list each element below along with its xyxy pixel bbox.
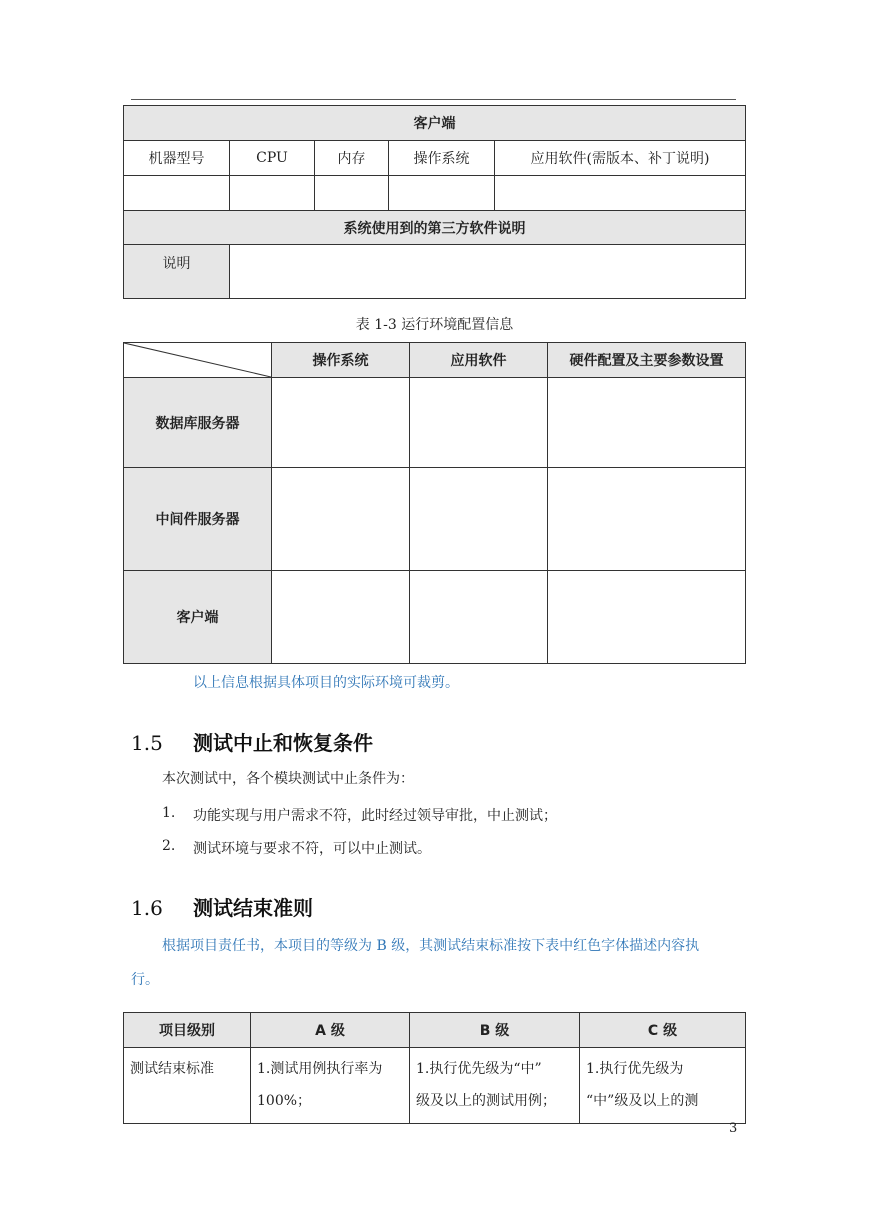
blank-cell <box>495 176 746 211</box>
section-1-5-intro: 本次测试中，各个模块测试中止条件为： <box>162 771 414 787</box>
row-db-server: 数据库服务器 <box>124 378 272 468</box>
env-cell <box>548 571 746 664</box>
section-title: 测试结束准则 <box>193 896 313 920</box>
header-machine-model: 机器型号 <box>124 141 230 176</box>
env-cell <box>548 378 746 468</box>
env-cell <box>272 378 410 468</box>
criteria-line: 1.执行优先级为“中” <box>416 1061 542 1077</box>
blank-cell <box>124 176 230 211</box>
env-header-software: 应用软件 <box>410 343 548 378</box>
list-item-number: 2. <box>162 838 176 854</box>
client-config-table <box>123 105 746 299</box>
level-a-criteria <box>251 1048 410 1124</box>
criteria-line: “中”级及以上的测 <box>586 1093 699 1109</box>
list-item-text: 测试环境与要求不符，可以中止测试。 <box>193 841 431 857</box>
diagonal-line <box>124 343 271 377</box>
section-1-6-para-line1: 根据项目责任书，本项目的等级为 B 级，其测试结束标准按下表中红色字体描述内容执 <box>162 938 700 954</box>
level-criteria-table <box>123 1012 746 1124</box>
list-item-text: 功能实现与用户需求不符，此时经过领导审批，中止测试； <box>193 808 557 824</box>
env-config-table <box>123 342 746 664</box>
list-item-number: 1. <box>162 805 176 821</box>
level-header-a: A 级 <box>251 1013 410 1048</box>
level-header-project: 项目级别 <box>124 1013 251 1048</box>
env-cell <box>410 378 548 468</box>
diagonal-header-cell <box>124 343 272 378</box>
env-cell <box>548 468 746 571</box>
level-c-criteria <box>580 1048 746 1124</box>
row-client: 客户端 <box>124 571 272 664</box>
level-row-label: 测试结束标准 <box>124 1048 251 1124</box>
header-memory: 内存 <box>315 141 389 176</box>
section-1-5-heading <box>131 727 373 756</box>
header-app-software: 应用软件(需版本、补丁说明) <box>495 141 746 176</box>
criteria-line: 级及以上的测试用例； <box>416 1093 556 1109</box>
section-number: 1.5 <box>131 731 163 755</box>
blank-cell <box>230 176 315 211</box>
section-1-6-para-line2: 行。 <box>131 972 159 988</box>
desc-value <box>230 245 746 299</box>
header-cpu: CPU <box>230 141 315 176</box>
env-table-caption: 表 1-3 运行环境配置信息 <box>355 317 514 333</box>
section-title: 测试中止和恢复条件 <box>193 731 373 755</box>
env-header-os: 操作系统 <box>272 343 410 378</box>
desc-label: 说明 <box>124 245 230 299</box>
trim-note: 以上信息根据具体项目的实际环境可裁剪。 <box>193 675 459 691</box>
page-number: 3 <box>729 1121 738 1136</box>
env-cell <box>410 571 548 664</box>
header-os: 操作系统 <box>389 141 495 176</box>
level-header-c: C 级 <box>580 1013 746 1048</box>
row-middleware-server: 中间件服务器 <box>124 468 272 571</box>
header-rule <box>131 99 736 100</box>
env-cell <box>410 468 548 571</box>
client-table-title: 客户端 <box>124 106 746 141</box>
env-header-hardware: 硬件配置及主要参数设置 <box>548 343 746 378</box>
level-header-b: B 级 <box>410 1013 580 1048</box>
section-number: 1.6 <box>131 896 163 920</box>
criteria-line: 100%； <box>257 1093 312 1109</box>
third-party-title: 系统使用到的第三方软件说明 <box>124 211 746 245</box>
criteria-line: 1.执行优先级为 <box>586 1061 684 1077</box>
blank-cell <box>389 176 495 211</box>
blank-cell <box>315 176 389 211</box>
criteria-line: 1.测试用例执行率为 <box>257 1061 383 1077</box>
section-1-6-heading <box>131 892 313 921</box>
env-cell <box>272 468 410 571</box>
env-cell <box>272 571 410 664</box>
level-b-criteria <box>410 1048 580 1124</box>
